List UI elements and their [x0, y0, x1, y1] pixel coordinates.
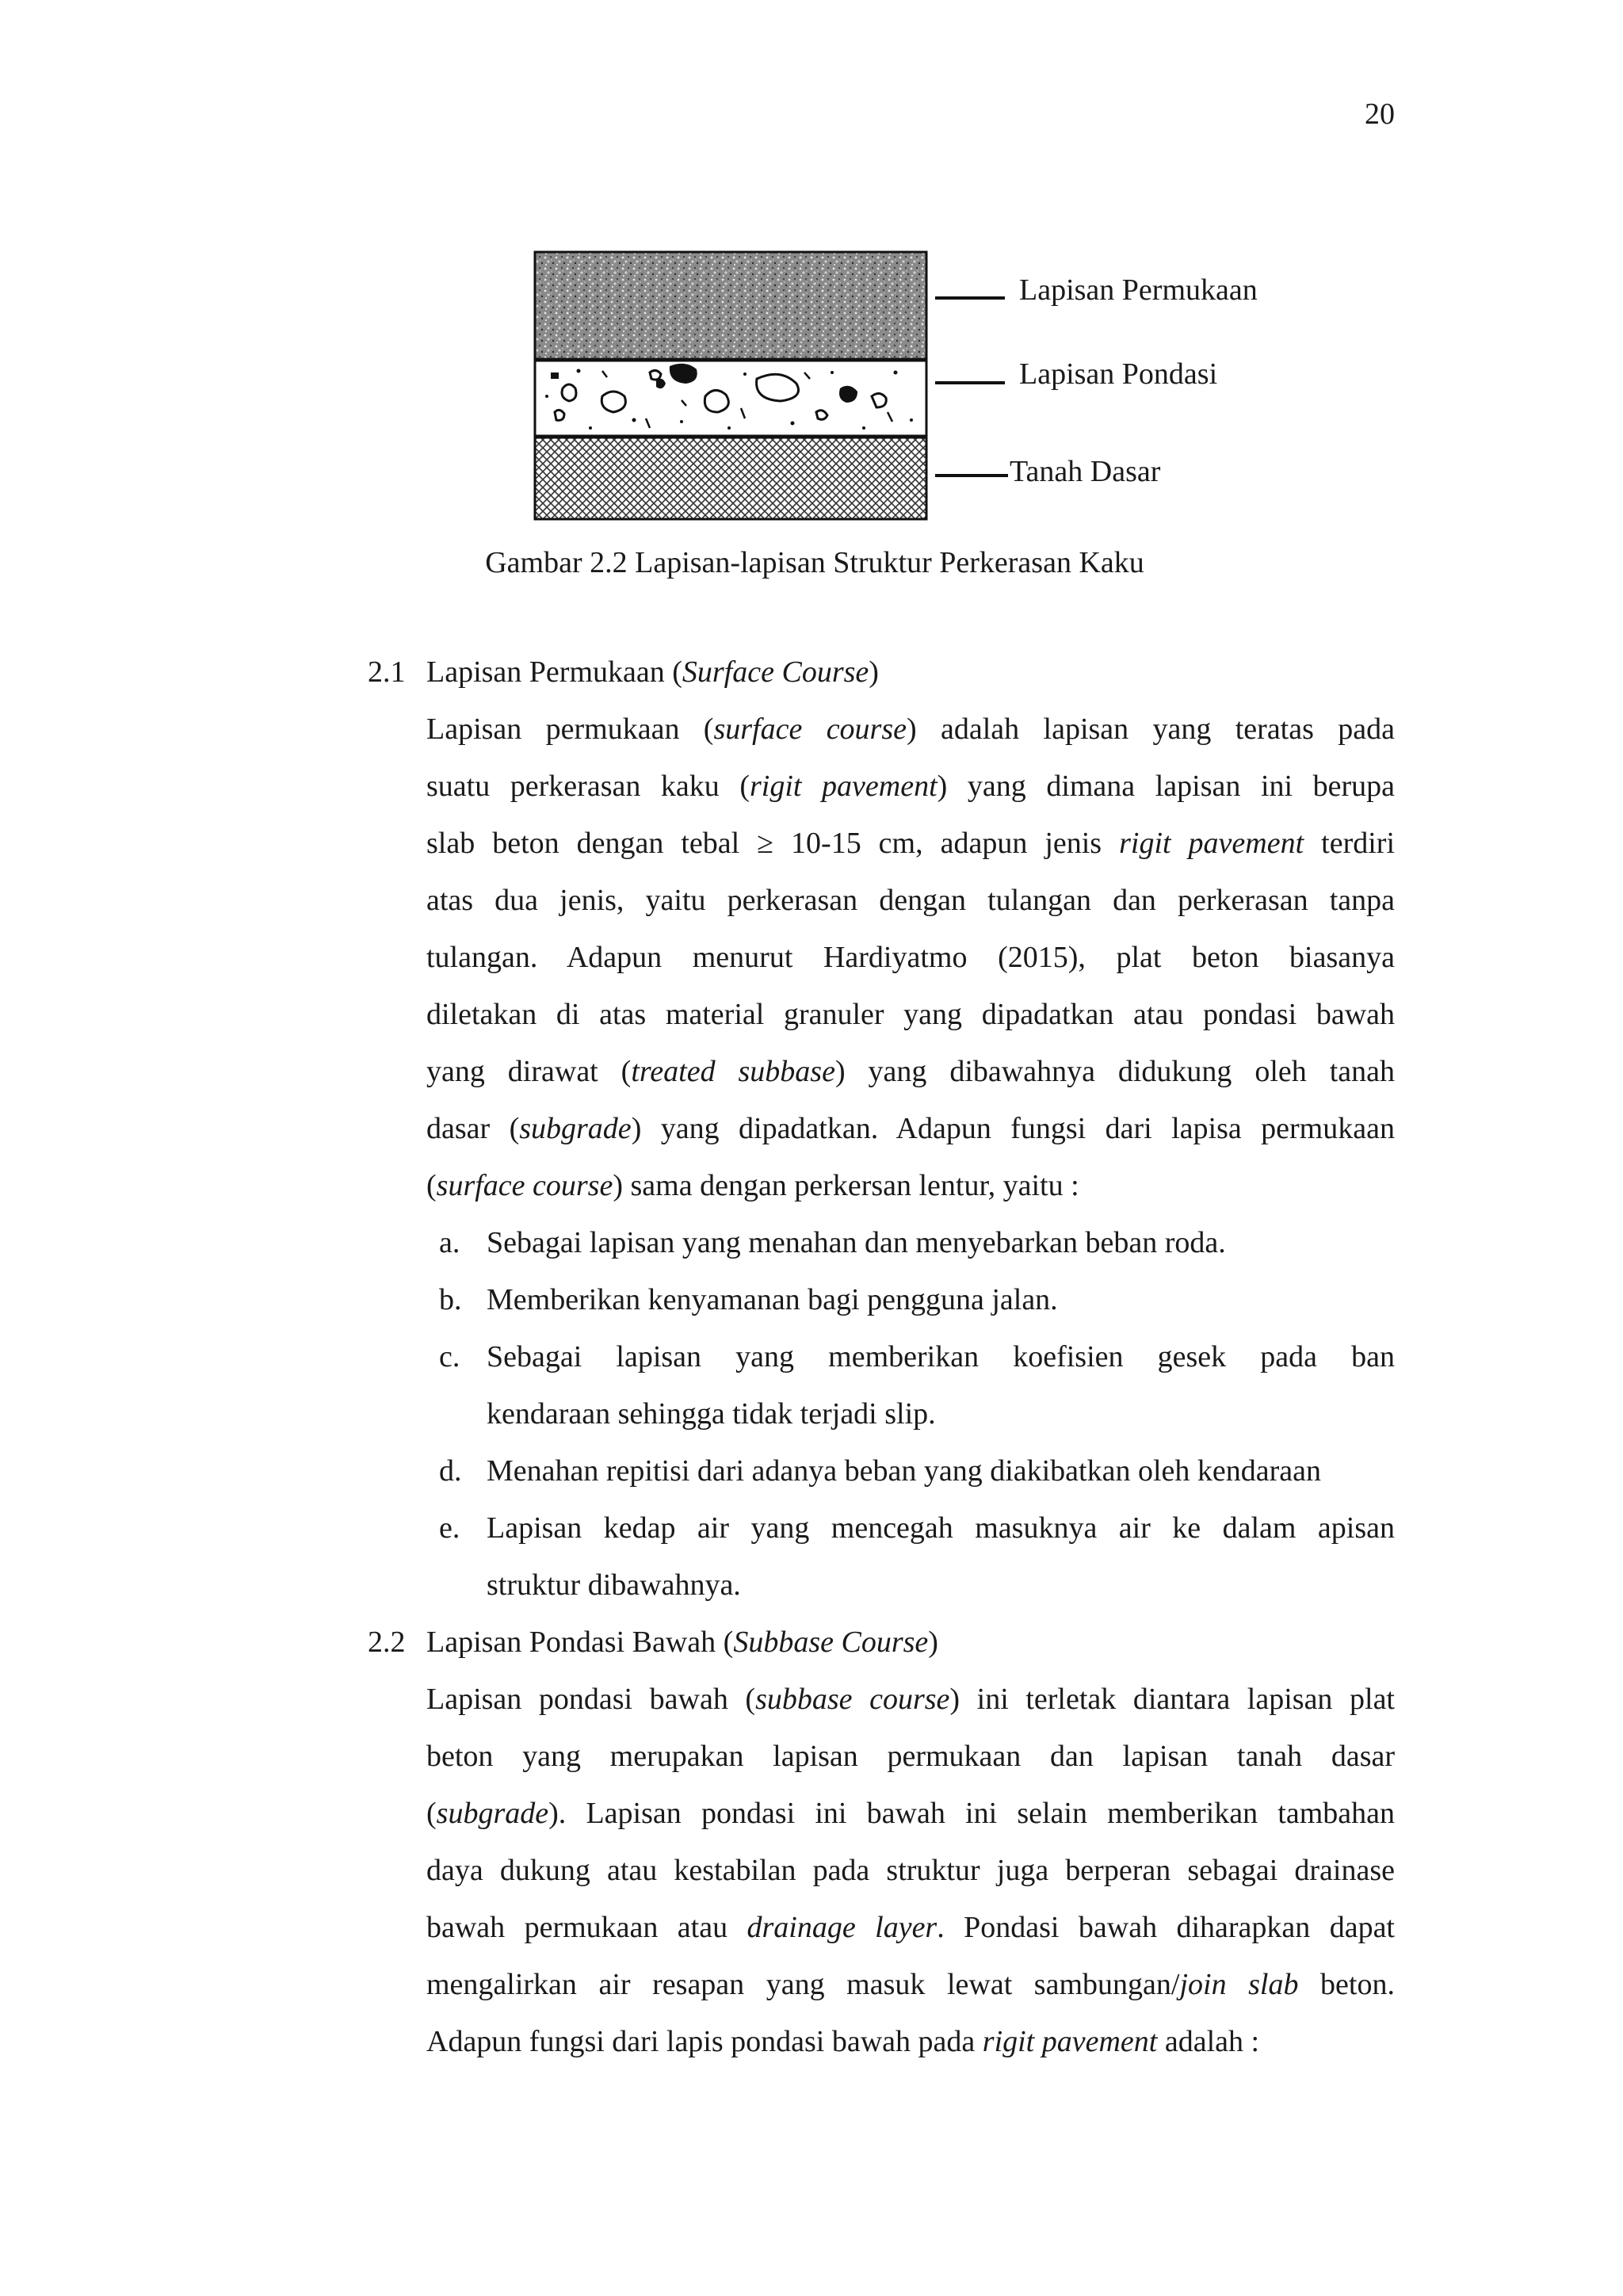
list-item-text — [487, 1328, 1395, 1442]
text-line: Lapisan pondasi bawah (subbase course) ini terletak diantara lapisan plat — [426, 1683, 1395, 1716]
text-line: (surface course) sama dengan perkersan lentur, yaitu : — [426, 1169, 1079, 1202]
text-line: slab beton dengan tebal ≥ 10-15 cm, adapun jenis rigit pavement terdiri — [426, 827, 1395, 860]
section-2-1-heading — [368, 644, 1398, 701]
pavement-layers-figure — [0, 0, 1623, 555]
list-item — [426, 1328, 1395, 1442]
text-line: Menahan repitisi dari adanya beban yang diakibatkan oleh kendaraan — [487, 1454, 1322, 1488]
list-item — [426, 1499, 1395, 1614]
list-marker: b. — [439, 1283, 462, 1316]
text-line: dasar (subgrade) yang dipadatkan. Adapun fungsi dari lapisa permukaan — [426, 1112, 1395, 1145]
list-item-text — [487, 1499, 1395, 1614]
section-2-1-paragraph — [426, 701, 1395, 1214]
heading-italic: Surface Course — [682, 655, 869, 689]
label-lapisan-pondasi: Lapisan Pondasi — [1019, 357, 1218, 391]
list-marker: e. — [439, 1511, 460, 1545]
text-line: (subgrade). Lapisan pondasi ini bawah ini selain memberikan tambahan — [426, 1797, 1395, 1830]
section-number: 2.2 — [368, 1626, 406, 1659]
subgrade-layer — [535, 437, 926, 519]
section-2-2-paragraph — [426, 1671, 1395, 2070]
text-line: struktur dibawahnya. — [487, 1568, 741, 1602]
section-2-1-list — [426, 1214, 1395, 1614]
text-line: atas dua jenis, yaitu perkerasan dengan tulangan dan perkerasan tanpa — [426, 884, 1395, 917]
text-line: diletakan di atas material granuler yang dipadatkan atau pondasi bawah — [426, 998, 1395, 1031]
surface-layer — [535, 252, 926, 359]
text-line: Sebagai lapisan yang memberikan koefisien gesek pada ban — [487, 1340, 1395, 1373]
label-lapisan-permukaan: Lapisan Permukaan — [1019, 273, 1258, 307]
list-item-text — [487, 1271, 1395, 1328]
text-line: suatu perkerasan kaku (rigit pavement) yang dimana lapisan ini berupa — [426, 770, 1396, 803]
page-number: 20 — [1365, 97, 1395, 131]
text-line: Lapisan kedap air yang mencegah masuknya air ke dalam apisan — [487, 1511, 1395, 1545]
text-line: Memberikan kenyamanan bagi pengguna jalan. — [487, 1283, 1058, 1316]
list-item — [426, 1271, 1395, 1328]
figure-caption: Gambar 2.2 Lapisan-lapisan Struktur Perkerasan Kaku — [485, 546, 1144, 579]
text-line: tulangan. Adapun menurut Hardiyatmo (2015), plat beton biasanya — [426, 941, 1395, 974]
text-line: Lapisan permukaan (surface course) adalah lapisan yang teratas pada — [426, 712, 1395, 746]
list-item-text — [487, 1442, 1395, 1499]
text-line: yang dirawat (treated subbase) yang dibawahnya didukung oleh tanah — [426, 1055, 1396, 1088]
text-line: beton yang merupakan lapisan permukaan dan lapisan tanah dasar — [426, 1740, 1395, 1773]
list-item — [426, 1214, 1395, 1271]
heading-close: ) — [869, 655, 879, 689]
pavement-layers-diagram — [0, 0, 1623, 555]
text-line: Adapun fungsi dari lapis pondasi bawah pada rigit pavement adalah : — [426, 2025, 1260, 2058]
text-line: kendaraan sehingga tidak terjadi slip. — [487, 1397, 936, 1431]
text-line: mengalirkan air resapan yang masuk lewat sambungan/join slab beton. — [426, 1968, 1395, 2001]
list-item — [426, 1442, 1395, 1499]
section-number: 2.1 — [368, 655, 406, 689]
list-item-text — [487, 1214, 1395, 1271]
text-line: bawah permukaan atau drainage layer. Pondasi bawah diharapkan dapat — [426, 1911, 1395, 1944]
list-marker: c. — [439, 1340, 460, 1373]
heading-italic: Subbase Course — [733, 1626, 929, 1659]
heading-close: ) — [928, 1626, 938, 1659]
base-layer — [535, 361, 926, 436]
list-marker: d. — [439, 1454, 462, 1488]
label-tanah-dasar: Tanah Dasar — [1010, 455, 1161, 488]
text-line: daya dukung atau kestabilan pada struktur juga berperan sebagai drainase — [426, 1854, 1395, 1887]
list-marker: a. — [439, 1226, 460, 1259]
heading-text: Lapisan Permukaan ( — [426, 655, 682, 689]
heading-text: Lapisan Pondasi Bawah ( — [426, 1626, 734, 1659]
text-line: Sebagai lapisan yang menahan dan menyebarkan beban roda. — [487, 1226, 1226, 1259]
section-2-2-heading — [368, 1614, 1398, 1671]
